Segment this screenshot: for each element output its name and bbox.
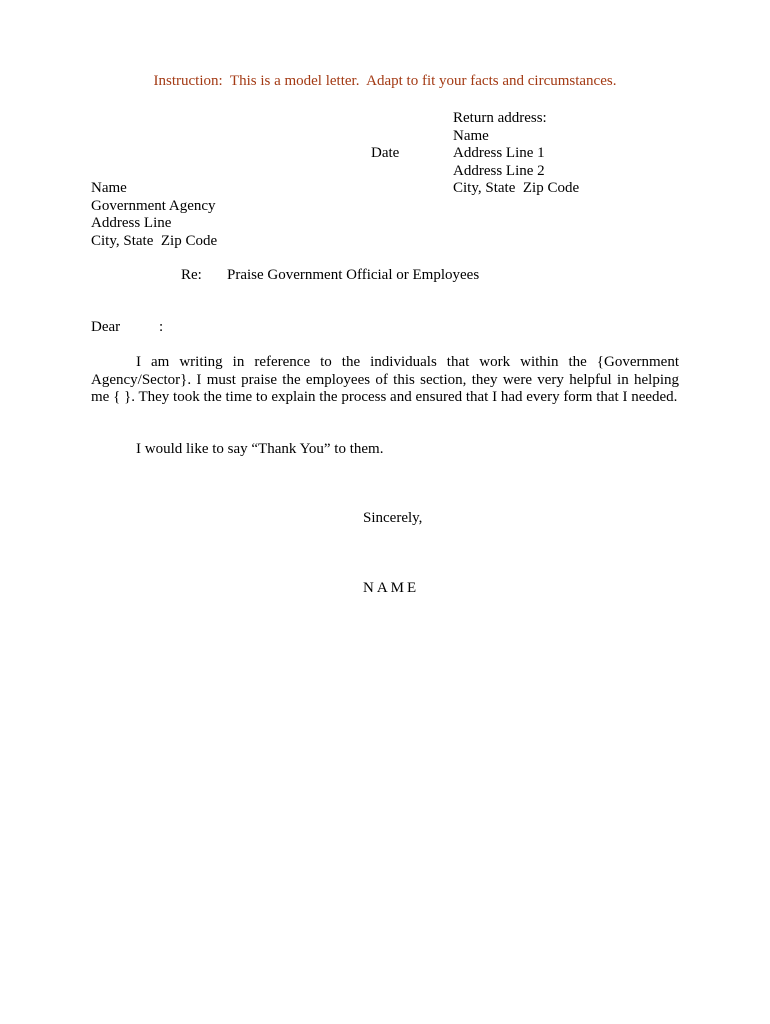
body-paragraph-1: I am writing in reference to the individuals that work within the {Government Agency/Sector}. I must praise the employees of this section, they were very helpful in helping me { }. They took the time to explain the process and ensured that I had every form that I needed. (91, 354, 679, 405)
return-address-name: Name (453, 127, 489, 144)
salutation-colon: : (159, 319, 164, 335)
re-label: Re: (181, 267, 202, 283)
return-address-heading: Return address: (453, 110, 547, 126)
return-address-block (453, 110, 579, 198)
recipient-agency: Government Agency (91, 197, 216, 214)
instruction-note: Instruction: This is a model letter. Adapt to fit your facts and circumstances. (153, 73, 617, 89)
recipient-address-line: Address Line (91, 215, 172, 231)
return-address-line2: Address Line 2 (453, 162, 545, 179)
recipient-address-block (91, 180, 217, 250)
date-label: Date (371, 145, 400, 161)
recipient-name: Name (91, 180, 127, 196)
re-subject: Praise Government Official or Employees (227, 267, 480, 283)
return-address-city-state-zip: City, State Zip Code (453, 180, 580, 196)
closing: Sincerely, (363, 510, 423, 526)
recipient-city-state-zip: City, State Zip Code (91, 232, 218, 249)
salutation: Dear (91, 319, 121, 335)
body-paragraph-2: I would like to say “Thank You” to them. (136, 441, 384, 457)
return-address-line1: Address Line 1 (453, 145, 545, 161)
signature-name: NAME (363, 580, 420, 596)
